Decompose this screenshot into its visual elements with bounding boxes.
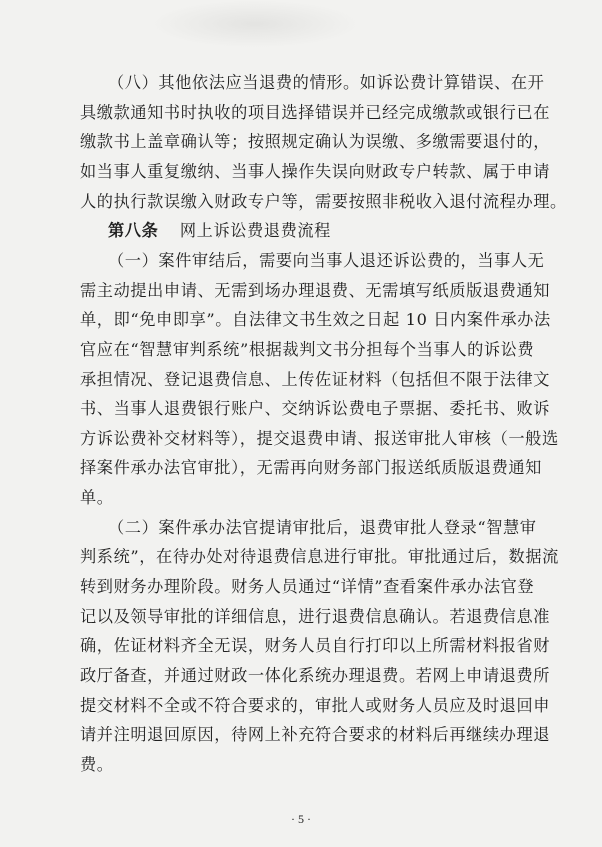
article-title: 网上诉讼费退费流程 (179, 221, 331, 241)
clause-1-line-8: 择案件承办法官审批），无需再向财务部门报送纸质版退费通知 (80, 458, 542, 478)
clause-1-line-2: 需主动提出申请、无需到场办理退费、无需填写纸质版退费通知 (80, 280, 551, 300)
clause-2-line-8: 请并注明退回原因，待网上补充符合要求的材料后再继续办理退 (80, 725, 551, 745)
clause-2-line-7: 提交材料不全或不符合要求的，审批人或财务人员应及时退回申 (80, 695, 551, 715)
clause-1-line-6: 书、当事人退费银行账户、交纳诉讼费电子票据、委托书、败诉 (80, 399, 551, 419)
paragraph-8-line-1: （八）其他依法应当退费的情形。如诉讼费计算错误、在开 (108, 73, 545, 92)
scan-artifact (150, 0, 360, 48)
paragraph-8-line-4: 如当事人重复缴纳、当事人操作失误向财政专户转款、属于申请 (80, 161, 551, 181)
clause-1-line-9: 单。 (80, 488, 114, 508)
clause-1-line-3: 单，即“免申即享”。自法律文书生效之日起 10 日内案件承办法 (80, 310, 551, 330)
clause-2-line-5: 确，佐证材料齐全无误，财务人员自行打印以上所需材料报省财 (80, 636, 551, 656)
clause-1-line-5: 承担情况、登记退费信息、上传佐证材料（包括但不限于法律文 (80, 369, 551, 389)
article-number: 第八条 (108, 221, 159, 241)
page-number: · 5 · (291, 812, 311, 826)
clause-2-line-2: 判系统”，在待办处对待退费信息进行审批。审批通过后，数据流 (80, 547, 559, 567)
paragraph-8-line-3: 缴款书上盖章确认等；按照规定确认为误缴、多缴需要退付的， (80, 132, 551, 152)
clause-1-line-7: 方诉讼费补交材料等），提交退费申请、报送审批人审核（一般选 (80, 428, 559, 448)
clause-2-line-9: 费。 (80, 755, 114, 774)
paragraph-8-line-5: 人的执行款误缴入财政专户等，需要按照非税收入退付流程办理。 (80, 191, 567, 211)
clause-2-line-6: 政厅备查，并通过财政一体化系统办理退费。若网上申请退费所 (80, 666, 551, 686)
clause-1-line-4: 官应在“智慧审判系统”根据裁判文书分担每个当事人的诉讼费 (80, 339, 535, 359)
clause-2-line-1: （二）案件承办法官提请审批后，退费审批人登录“智慧审 (108, 517, 537, 537)
article-heading (108, 221, 331, 241)
clause-2-line-3: 转到财务办理阶段。财务人员通过“详情”查看案件承办法官登 (80, 577, 535, 597)
clause-1-line-1: （一）案件审结后，需要向当事人退还诉讼费的，当事人无 (108, 250, 545, 270)
clause-2-line-4: 记以及领导审批的详细信息，进行退费信息确认。若退费信息准 (80, 606, 551, 626)
paragraph-8-line-2: 具缴款通知书时执收的项目选择错误并已经完成缴款或银行已在 (80, 102, 551, 122)
